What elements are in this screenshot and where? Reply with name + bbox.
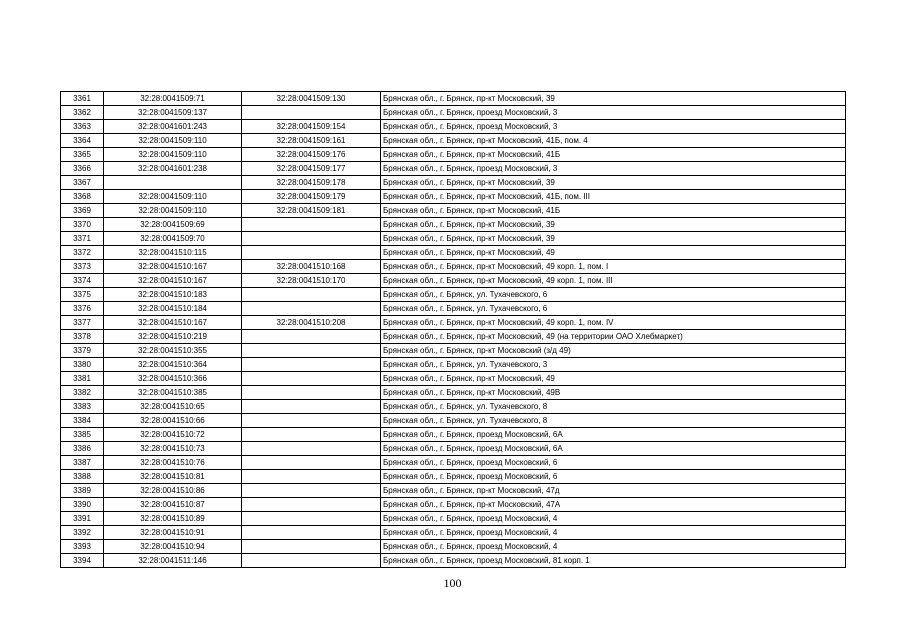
row-number-cell: 3362 bbox=[61, 106, 104, 120]
table-row bbox=[61, 134, 846, 148]
cadastral-number-cell: 32:28:0041510:355 bbox=[104, 344, 242, 358]
cadastral-number-cell bbox=[104, 176, 242, 190]
row-number-cell: 3377 bbox=[61, 316, 104, 330]
related-cadastral-number-cell: 32:28:0041509:154 bbox=[242, 120, 381, 134]
cadastral-number-cell: 32:28:0041510:65 bbox=[104, 400, 242, 414]
row-number-cell: 3376 bbox=[61, 302, 104, 316]
related-cadastral-number-cell bbox=[242, 288, 381, 302]
table-row bbox=[61, 218, 846, 232]
row-number-cell: 3393 bbox=[61, 540, 104, 554]
address-cell: Брянская обл., г. Брянск, пр-кт Московский, 49 (на территории ОАО Хлебмаркет) bbox=[381, 330, 846, 344]
table-row bbox=[61, 498, 846, 512]
row-number-cell: 3364 bbox=[61, 134, 104, 148]
row-number-cell: 3366 bbox=[61, 162, 104, 176]
row-number-cell: 3391 bbox=[61, 512, 104, 526]
cadastral-number-cell: 32:28:0041510:167 bbox=[104, 260, 242, 274]
row-number-cell: 3374 bbox=[61, 274, 104, 288]
row-number-cell: 3370 bbox=[61, 218, 104, 232]
table-row bbox=[61, 526, 846, 540]
address-cell: Брянская обл., г. Брянск, пр-кт Московский (з/д 49) bbox=[381, 344, 846, 358]
address-cell: Брянская обл., г. Брянск, проезд Московский, 4 bbox=[381, 512, 846, 526]
address-cell: Брянская обл., г. Брянск, пр-кт Московский, 41Б, пом. 4 bbox=[381, 134, 846, 148]
table-row bbox=[61, 148, 846, 162]
table-row bbox=[61, 162, 846, 176]
cadastral-number-cell: 32:28:0041509:110 bbox=[104, 204, 242, 218]
address-cell: Брянская обл., г. Брянск, проезд Московский, 6 bbox=[381, 456, 846, 470]
cadastral-number-cell: 32:28:0041601:238 bbox=[104, 162, 242, 176]
table-body bbox=[61, 92, 846, 568]
address-cell: Брянская обл., г. Брянск, пр-кт Московский, 49 корп. 1, пом. III bbox=[381, 274, 846, 288]
table-row bbox=[61, 540, 846, 554]
cadastral-number-cell: 32:28:0041510:76 bbox=[104, 456, 242, 470]
cadastral-number-cell: 32:28:0041510:219 bbox=[104, 330, 242, 344]
address-cell: Брянская обл., г. Брянск, пр-кт Московский, 49В bbox=[381, 386, 846, 400]
related-cadastral-number-cell: 32:28:0041510:208 bbox=[242, 316, 381, 330]
related-cadastral-number-cell: 32:28:0041509:161 bbox=[242, 134, 381, 148]
related-cadastral-number-cell bbox=[242, 442, 381, 456]
related-cadastral-number-cell bbox=[242, 232, 381, 246]
related-cadastral-number-cell: 32:28:0041509:181 bbox=[242, 204, 381, 218]
address-cell: Брянская обл., г. Брянск, пр-кт Московский, 47А bbox=[381, 498, 846, 512]
table-row bbox=[61, 288, 846, 302]
related-cadastral-number-cell bbox=[242, 218, 381, 232]
address-cell: Брянская обл., г. Брянск, пр-кт Московский, 41Б bbox=[381, 204, 846, 218]
table-row bbox=[61, 246, 846, 260]
cadastral-number-cell: 32:28:0041511:146 bbox=[104, 554, 242, 568]
row-number-cell: 3373 bbox=[61, 260, 104, 274]
address-cell: Брянская обл., г. Брянск, пр-кт Московский, 49 bbox=[381, 372, 846, 386]
cadastral-number-cell: 32:28:0041510:167 bbox=[104, 274, 242, 288]
cadastral-number-cell: 32:28:0041510:115 bbox=[104, 246, 242, 260]
cadastral-number-cell: 32:28:0041510:366 bbox=[104, 372, 242, 386]
table-row bbox=[61, 330, 846, 344]
cadastral-number-cell: 32:28:0041510:167 bbox=[104, 316, 242, 330]
cadastral-number-cell: 32:28:0041509:71 bbox=[104, 92, 242, 106]
address-cell: Брянская обл., г. Брянск, проезд Московский, 6 bbox=[381, 470, 846, 484]
related-cadastral-number-cell: 32:28:0041509:179 bbox=[242, 190, 381, 204]
related-cadastral-number-cell: 32:28:0041509:178 bbox=[242, 176, 381, 190]
related-cadastral-number-cell bbox=[242, 386, 381, 400]
table-row bbox=[61, 358, 846, 372]
address-cell: Брянская обл., г. Брянск, проезд Московский, 6А bbox=[381, 428, 846, 442]
address-cell: Брянская обл., г. Брянск, пр-кт Московский, 39 bbox=[381, 92, 846, 106]
address-cell: Брянская обл., г. Брянск, пр-кт Московский, 39 bbox=[381, 176, 846, 190]
row-number-cell: 3390 bbox=[61, 498, 104, 512]
row-number-cell: 3389 bbox=[61, 484, 104, 498]
table-row bbox=[61, 260, 846, 274]
cadastral-number-cell: 32:28:0041510:183 bbox=[104, 288, 242, 302]
related-cadastral-number-cell bbox=[242, 330, 381, 344]
address-cell: Брянская обл., г. Брянск, ул. Тухачевского, 8 bbox=[381, 400, 846, 414]
cadastral-number-cell: 32:28:0041509:110 bbox=[104, 148, 242, 162]
related-cadastral-number-cell bbox=[242, 526, 381, 540]
row-number-cell: 3387 bbox=[61, 456, 104, 470]
table-row bbox=[61, 414, 846, 428]
table-row bbox=[61, 232, 846, 246]
row-number-cell: 3363 bbox=[61, 120, 104, 134]
related-cadastral-number-cell bbox=[242, 428, 381, 442]
cadastral-number-cell: 32:28:0041509:137 bbox=[104, 106, 242, 120]
cadastral-number-cell: 32:28:0041510:385 bbox=[104, 386, 242, 400]
related-cadastral-number-cell bbox=[242, 512, 381, 526]
related-cadastral-number-cell bbox=[242, 540, 381, 554]
cadastral-number-cell: 32:28:0041509:70 bbox=[104, 232, 242, 246]
cadastral-number-cell: 32:28:0041509:69 bbox=[104, 218, 242, 232]
address-cell: Брянская обл., г. Брянск, пр-кт Московский, 47д bbox=[381, 484, 846, 498]
related-cadastral-number-cell bbox=[242, 106, 381, 120]
table-row bbox=[61, 372, 846, 386]
table-row bbox=[61, 92, 846, 106]
row-number-cell: 3380 bbox=[61, 358, 104, 372]
cadastral-number-cell: 32:28:0041510:73 bbox=[104, 442, 242, 456]
cadastral-number-cell: 32:28:0041510:184 bbox=[104, 302, 242, 316]
row-number-cell: 3361 bbox=[61, 92, 104, 106]
row-number-cell: 3383 bbox=[61, 400, 104, 414]
address-cell: Брянская обл., г. Брянск, проезд Московский, 4 bbox=[381, 540, 846, 554]
table-row bbox=[61, 442, 846, 456]
related-cadastral-number-cell: 32:28:0041509:130 bbox=[242, 92, 381, 106]
table-row bbox=[61, 120, 846, 134]
table-row bbox=[61, 470, 846, 484]
address-cell: Брянская обл., г. Брянск, ул. Тухачевского, 6 bbox=[381, 302, 846, 316]
row-number-cell: 3365 bbox=[61, 148, 104, 162]
address-cell: Брянская обл., г. Брянск, проезд Московский, 3 bbox=[381, 106, 846, 120]
cadastral-number-cell: 32:28:0041510:94 bbox=[104, 540, 242, 554]
cadastral-number-cell: 32:28:0041510:87 bbox=[104, 498, 242, 512]
cadastral-number-cell: 32:28:0041510:72 bbox=[104, 428, 242, 442]
related-cadastral-number-cell bbox=[242, 358, 381, 372]
cadastral-number-cell: 32:28:0041510:86 bbox=[104, 484, 242, 498]
row-number-cell: 3378 bbox=[61, 330, 104, 344]
related-cadastral-number-cell bbox=[242, 372, 381, 386]
row-number-cell: 3385 bbox=[61, 428, 104, 442]
address-cell: Брянская обл., г. Брянск, пр-кт Московский, 49 bbox=[381, 246, 846, 260]
row-number-cell: 3384 bbox=[61, 414, 104, 428]
table-row bbox=[61, 484, 846, 498]
cadastral-number-cell: 32:28:0041510:66 bbox=[104, 414, 242, 428]
related-cadastral-number-cell bbox=[242, 414, 381, 428]
row-number-cell: 3369 bbox=[61, 204, 104, 218]
related-cadastral-number-cell bbox=[242, 302, 381, 316]
table-row bbox=[61, 344, 846, 358]
row-number-cell: 3388 bbox=[61, 470, 104, 484]
cadastral-number-cell: 32:28:0041510:91 bbox=[104, 526, 242, 540]
row-number-cell: 3382 bbox=[61, 386, 104, 400]
address-cell: Брянская обл., г. Брянск, пр-кт Московский, 41Б, пом. III bbox=[381, 190, 846, 204]
table-row bbox=[61, 176, 846, 190]
address-cell: Брянская обл., г. Брянск, проезд Московский, 6А bbox=[381, 442, 846, 456]
address-cell: Брянская обл., г. Брянск, пр-кт Московский, 49 корп. 1, пом. I bbox=[381, 260, 846, 274]
related-cadastral-number-cell bbox=[242, 344, 381, 358]
table-row bbox=[61, 302, 846, 316]
address-cell: Брянская обл., г. Брянск, пр-кт Московский, 39 bbox=[381, 218, 846, 232]
table-row bbox=[61, 512, 846, 526]
address-cell: Брянская обл., г. Брянск, пр-кт Московский, 49 корп. 1, пом. IV bbox=[381, 316, 846, 330]
address-cell: Брянская обл., г. Брянск, пр-кт Московский, 39 bbox=[381, 232, 846, 246]
cadastral-number-cell: 32:28:0041509:110 bbox=[104, 190, 242, 204]
table-row bbox=[61, 316, 846, 330]
related-cadastral-number-cell bbox=[242, 484, 381, 498]
address-cell: Брянская обл., г. Брянск, пр-кт Московский, 41Б bbox=[381, 148, 846, 162]
row-number-cell: 3392 bbox=[61, 526, 104, 540]
address-cell: Брянская обл., г. Брянск, проезд Московский, 81 корп. 1 bbox=[381, 554, 846, 568]
table-row bbox=[61, 400, 846, 414]
cadastral-number-cell: 32:28:0041509:110 bbox=[104, 134, 242, 148]
related-cadastral-number-cell: 32:28:0041509:176 bbox=[242, 148, 381, 162]
row-number-cell: 3367 bbox=[61, 176, 104, 190]
table-row bbox=[61, 428, 846, 442]
table-row bbox=[61, 204, 846, 218]
related-cadastral-number-cell bbox=[242, 554, 381, 568]
cadastral-number-cell: 32:28:0041510:81 bbox=[104, 470, 242, 484]
row-number-cell: 3381 bbox=[61, 372, 104, 386]
page-number: 100 bbox=[443, 576, 462, 590]
address-cell: Брянская обл., г. Брянск, проезд Московский, 3 bbox=[381, 120, 846, 134]
row-number-cell: 3386 bbox=[61, 442, 104, 456]
related-cadastral-number-cell: 32:28:0041509:177 bbox=[242, 162, 381, 176]
row-number-cell: 3368 bbox=[61, 190, 104, 204]
address-cell: Брянская обл., г. Брянск, проезд Московский, 3 bbox=[381, 162, 846, 176]
row-number-cell: 3394 bbox=[61, 554, 104, 568]
related-cadastral-number-cell bbox=[242, 498, 381, 512]
related-cadastral-number-cell: 32:28:0041510:168 bbox=[242, 260, 381, 274]
address-cell: Брянская обл., г. Брянск, ул. Тухачевского, 8 bbox=[381, 414, 846, 428]
related-cadastral-number-cell bbox=[242, 470, 381, 484]
cadastral-number-cell: 32:28:0041601:243 bbox=[104, 120, 242, 134]
related-cadastral-number-cell bbox=[242, 246, 381, 260]
row-number-cell: 3375 bbox=[61, 288, 104, 302]
row-number-cell: 3371 bbox=[61, 232, 104, 246]
related-cadastral-number-cell: 32:28:0041510:170 bbox=[242, 274, 381, 288]
cadastral-number-cell: 32:28:0041510:89 bbox=[104, 512, 242, 526]
address-cell: Брянская обл., г. Брянск, ул. Тухачевского, 6 bbox=[381, 288, 846, 302]
address-cell: Брянская обл., г. Брянск, проезд Московский, 4 bbox=[381, 526, 846, 540]
table-row bbox=[61, 554, 846, 568]
table-row bbox=[61, 190, 846, 204]
table-row bbox=[61, 386, 846, 400]
table-row bbox=[61, 106, 846, 120]
related-cadastral-number-cell bbox=[242, 400, 381, 414]
related-cadastral-number-cell bbox=[242, 456, 381, 470]
row-number-cell: 3379 bbox=[61, 344, 104, 358]
row-number-cell: 3372 bbox=[61, 246, 104, 260]
table-row bbox=[61, 274, 846, 288]
address-cell: Брянская обл., г. Брянск, ул. Тухачевского, 3 bbox=[381, 358, 846, 372]
property-registry-table bbox=[60, 91, 846, 568]
cadastral-number-cell: 32:28:0041510:364 bbox=[104, 358, 242, 372]
table-row bbox=[61, 456, 846, 470]
